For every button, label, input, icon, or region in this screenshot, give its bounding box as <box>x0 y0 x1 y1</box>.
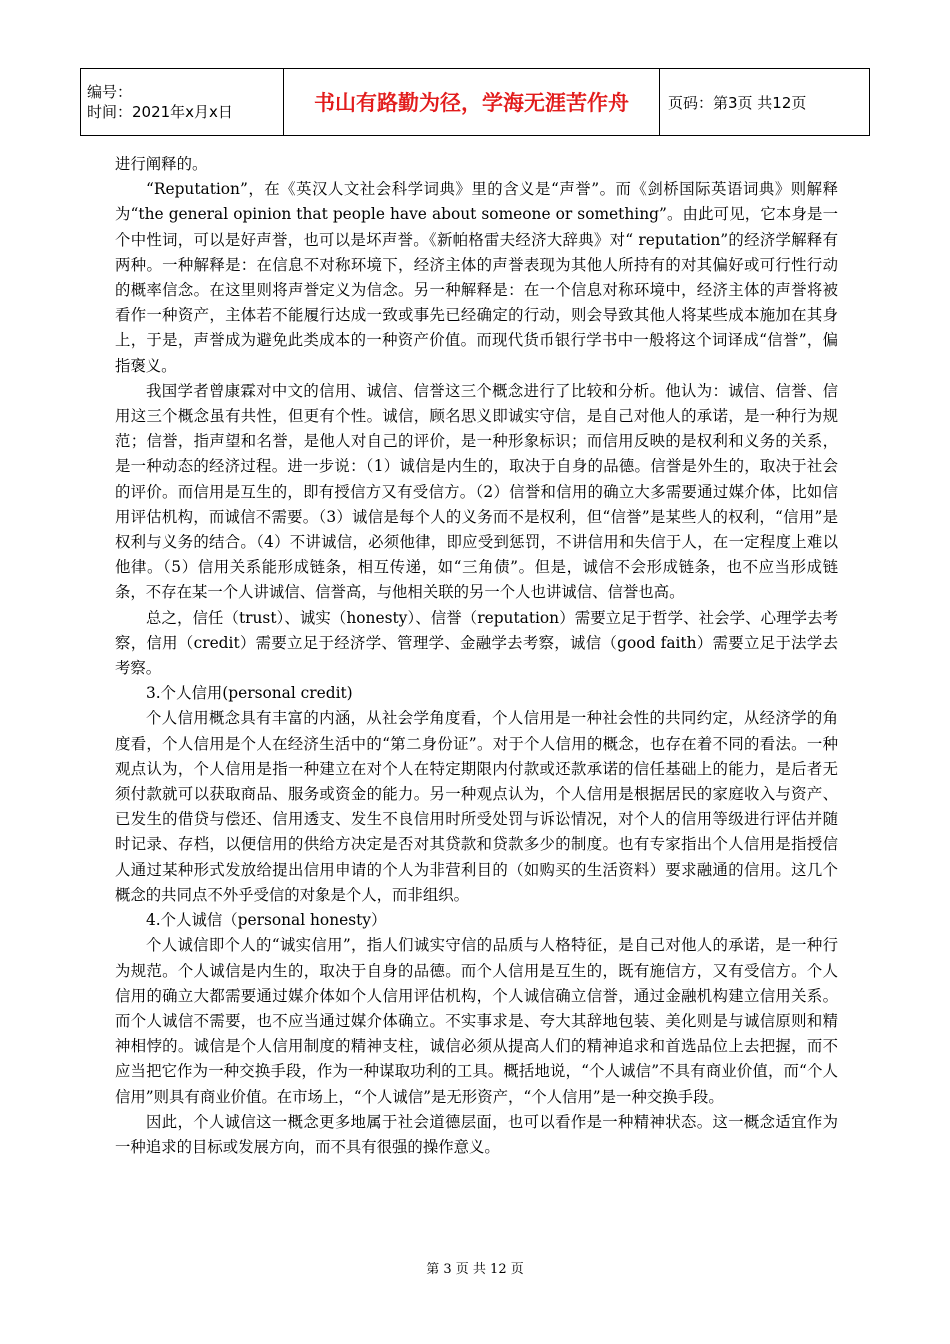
section-heading-personal-honesty: 4.个人诚信（personal honesty） <box>146 911 387 930</box>
paragraph-summary: 总之，信任（trust）、诚实（honesty）、信誉（reputation）需要立足于哲学、社会学、心理学去考察，信用（credit）需要立足于经济学、管理学、金融学去考察，诚信（good faith）需要立足于法学去考察。 <box>115 608 838 678</box>
paragraph-continuation: 进行阐释的。 <box>115 155 208 173</box>
paragraph-comparison: 我国学者曾康霖对中文的信用、诚信、信誉这三个概念进行了比较和分析。他认为：诚信、信誉、信用这三个概念虽有共性，但更有个性。诚信，顾名思义即诚实守信，是自己对他人的承诺，是一种行为规范；信誉，指声望和名誉，是他人对自己的评价，是一种形象标识；而信用反映的是权利和义务的关系，是一种动态的经济过程。进一步说：（1）诚信是内生的，取决于自身的品德。信誉是外生的，取决于社会的评价。而信用是互生的，即有授信方又有受信方。（2）信誉和信用的确立大多需要通过媒介体，比如信用评估机构，而诚信不需要。（3）诚信是每个人的义务而不是权利，但“信誉”是某些人的权利，“信用”是权利与义务的结合。（4）不讲诚信，必须他律，即应受到惩罚，不讲信用和失信于人，在一定程度上难以他律。（5）信用关系能形成链条，相互传递，如“三角债”。但是，诚信不会形成链条，也不应当形成链条，不存在某一个人讲诚信、信誉高，与他相关联的另一个人也讲诚信、信誉也高。 <box>115 381 838 602</box>
header-motto: 书山有路勤为径，学海无涯苦作舟 <box>284 69 660 135</box>
page-header <box>80 68 870 136</box>
header-page-info: 页码：第3页 共12页 <box>668 93 807 112</box>
paragraph-personal-credit: 个人信用概念具有丰富的内涵，从社会学角度看，个人信用是一种社会性的共同约定，从经济学的角度看，个人信用是个人在经济生活中的“第二身份证”。对于个人信用的概念，也存在着不同的看法。一种观点认为，个人信用是指一种建立在对个人在特定期限内付款或还款承诺的信任基础上的能力，是后者无须付款就可以获取商品、服务或资金的能力。另一种观点认为，个人信用是根据居民的家庭收入与资产、已发生的借贷与偿还、信用透支、发生不良信用时所受处罚与诉讼情况，对个人的信用等级进行评估并随时记录、存档，以便信用的供给方决定是否对其贷款和贷款多少的制度。也有专家指出个人信用是指授信人通过某种形式发放给提出信用申请的个人为非营利目的（如购买的生活资料）要求融通的信用。这几个概念的共同点不外乎受信的对象是个人，而非组织。 <box>115 709 838 904</box>
paragraph-conclusion: 因此，个人诚信这一概念更多地属于社会道德层面，也可以看作是一种精神状态。这一概念适宜作为一种追求的目标或发展方向，而不具有很强的操作意义。 <box>115 1112 838 1156</box>
page-footer: 第 3 页 共 12 页 <box>426 1262 524 1277</box>
paragraph-personal-honesty: 个人诚信即个人的“诚实信用”，指人们诚实守信的品质与人格特征，是自己对他人的承诺，是一种行为规范。个人诚信是内生的，取决于自身的品德。而个人信用是互生的，既有施信方，又有受信方。个人信用的确立大都需要通过媒介体如个人信用评估机构，个人诚信确立信誉，通过金融机构建立信用关系。而个人诚信不需要，也不应当通过媒介体确立。不实事求是、夸大其辞地包装、美化则是与诚信原则和精神相悖的。诚信是个人信用制度的精神支柱，诚信必须从提高人们的精神追求和首选品位上去把握，而不应当把它作为一种交换手段，作为一种谋取功利的工具。概括地说，“个人诚信”不具有商业价值，而“个人信用”则具有商业价值。在市场上，“个人诚信”是无形资产，“个人信用”是一种交换手段。 <box>115 936 838 1106</box>
document-body <box>115 152 838 1160</box>
header-meta <box>81 69 284 135</box>
document-number-label: 编号： <box>87 83 133 101</box>
paragraph-reputation: “Reputation”，在《英汉人文社会科学词典》里的含义是“声誉”。而《剑桥国际英语词典》则解释为“the general opinion that people have about someone or something”。由此可见，它本身是一个中性词，可以是好声誉，也可以是坏声誉。《新帕格雷夫经济大辞典》对“ reputation”的经济学解释有两种。一种解释是：在信息不对称环境下，经济主体的声誉表现为其他人所持有的对其偏好或可行性行动的概率信念。在这里则将声誉定义为信念。另一种解释是：在一个信息对称环境中，经济主体的声誉将被看作一种资产，主体若不能履行达成一致或事先已经确定的行动，则会导致其他人将某些成本施加在其身上，于是，声誉成为避免此类成本的一种资产价值。而现代货币银行学书中一般将这个词译成“信誉”，偏指褒义。 <box>115 180 838 375</box>
document-time-label: 时间：2021年x月x日 <box>87 103 233 121</box>
section-heading-personal-credit: 3.个人信用(personal credit) <box>146 684 353 703</box>
